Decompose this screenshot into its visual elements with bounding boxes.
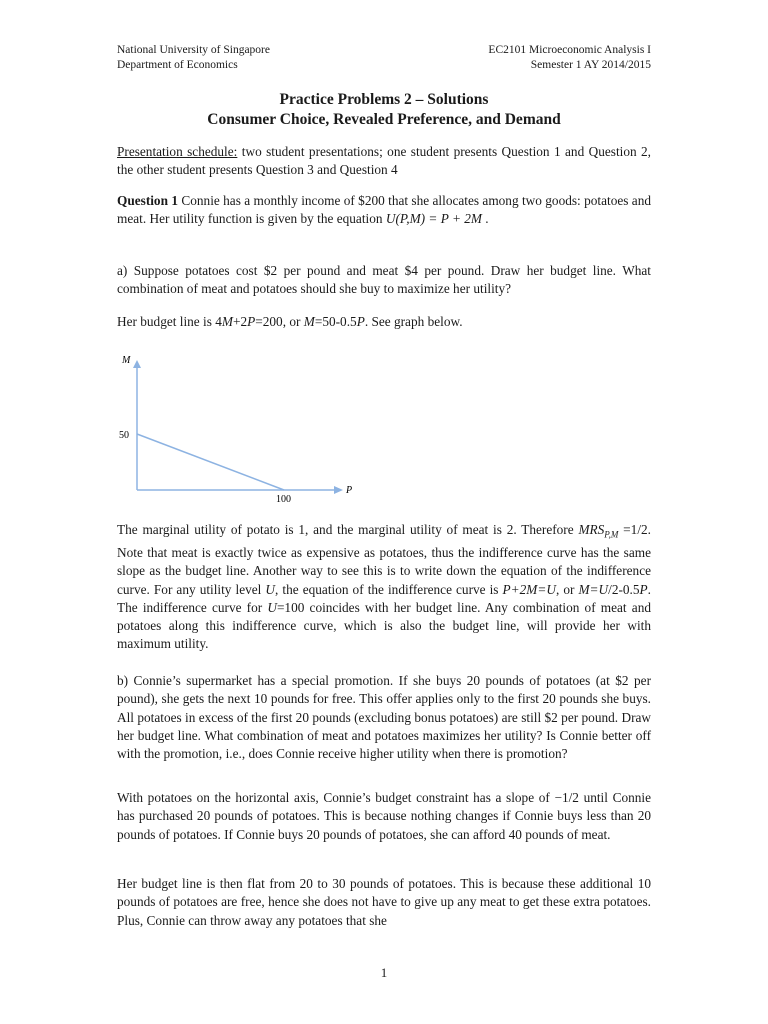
axis-label-p: P [346,485,353,496]
university-name: National University of Singapore [117,44,270,56]
budget-line-graph [112,350,372,505]
header-left [117,43,270,73]
question-1-text: Connie has a monthly income of $200 that she allocates among two goods: potatoes and meat. Her utility function is given by the equation [117,193,651,227]
presentation-schedule [117,143,651,180]
axis-label-m: M [122,355,131,366]
graph-background [112,350,372,505]
budget-line-text: Her budget line is 4M+2P=200, or M=50-0.5P. See graph below. [117,314,463,329]
intercept-label-100: 100 [276,494,291,505]
document-subtitle: Consumer Choice, Revealed Preference, and Demand [207,111,561,128]
department-name: Department of Economics [117,59,238,71]
page-number: 1 [380,965,388,980]
question-1: Question 1 Connie has a monthly income of $200 that she allocates among two goods: potatoes and meat. Her utility function is given by the equation U(P,M) = P + 2M . [117,193,651,227]
part-a-question: a) Suppose potatoes cost $2 per pound and meat $4 per pound. Draw her budget line. What combination of meat and potatoes should she buy to maximize her utility? [117,263,651,297]
marginal-utility-paragraph: The marginal utility of potato is 1, and the marginal utility of meat is 2. Therefore $MRS_{P,M} =1/2$. Note that meat is exactly twice as expensive as potatoes, thus the indifference curve has the same slope as the budget line. Another way to see this is to write down the equation of the indifference curve. For any utility level U, the equation of the indifference curve is P+2M=U, or M=U/2-0.5P. The indifference curve for U=100 coincides with her budget line. Any combination of meat and potatoes along this indifference curve, which is also the budget line, will provide her with maximum utility. [117,522,651,652]
document-title: Practice Problems 2 – Solutions [279,91,489,108]
semester: Semester 1 AY 2014/2015 [530,59,651,71]
part-b-question: b) Connie’s supermarket has a special promotion. If she buys 20 pounds of potatoes (at $2 per pound), she gets the next 10 pounds for free. This offer applies only to the first 20 pounds she buys. All potatoes in excess of the first 20 pounds (excluding bonus potatoes) are still $2 per pound. Draw her budget line. What combination of meat and potatoes maximizes her utility? Is Connie better off with the promotion, i.e., does Connie receive higher utility when there is promotion? [117,673,651,762]
header-right [470,43,651,73]
course-name: EC2101 Microeconomic Analysis I [488,44,651,56]
question-1-label: Question 1 [117,193,178,208]
schedule-text: two student presentations; one student presents Question 1 and Question 2, the other student presents Question 3 and Question 4 [117,144,651,178]
document-title-block [117,90,651,130]
part-b-answer-1: With potatoes on the horizontal axis, Connie’s budget constraint has a slope of −1/2 until Connie has purchased 20 pounds of potatoes. This is because nothing changes if Connie buys less than 20 pounds of potatoes. If Connie buys 20 pounds of potatoes, she can afford 40 pounds of meat. [117,790,651,842]
schedule-label: Presentation schedule: [117,144,238,159]
intercept-label-50: 50 [119,430,129,441]
utility-function: U(P,M) = P + 2M [385,211,482,227]
part-b-answer-2: Her budget line is then flat from 20 to 30 pounds of potatoes. This is because these additional 10 pounds of potatoes are free, hence she does not have to give up any meat to get these extra potatoes. Plus, Connie can throw away any potatoes that she [117,876,651,928]
